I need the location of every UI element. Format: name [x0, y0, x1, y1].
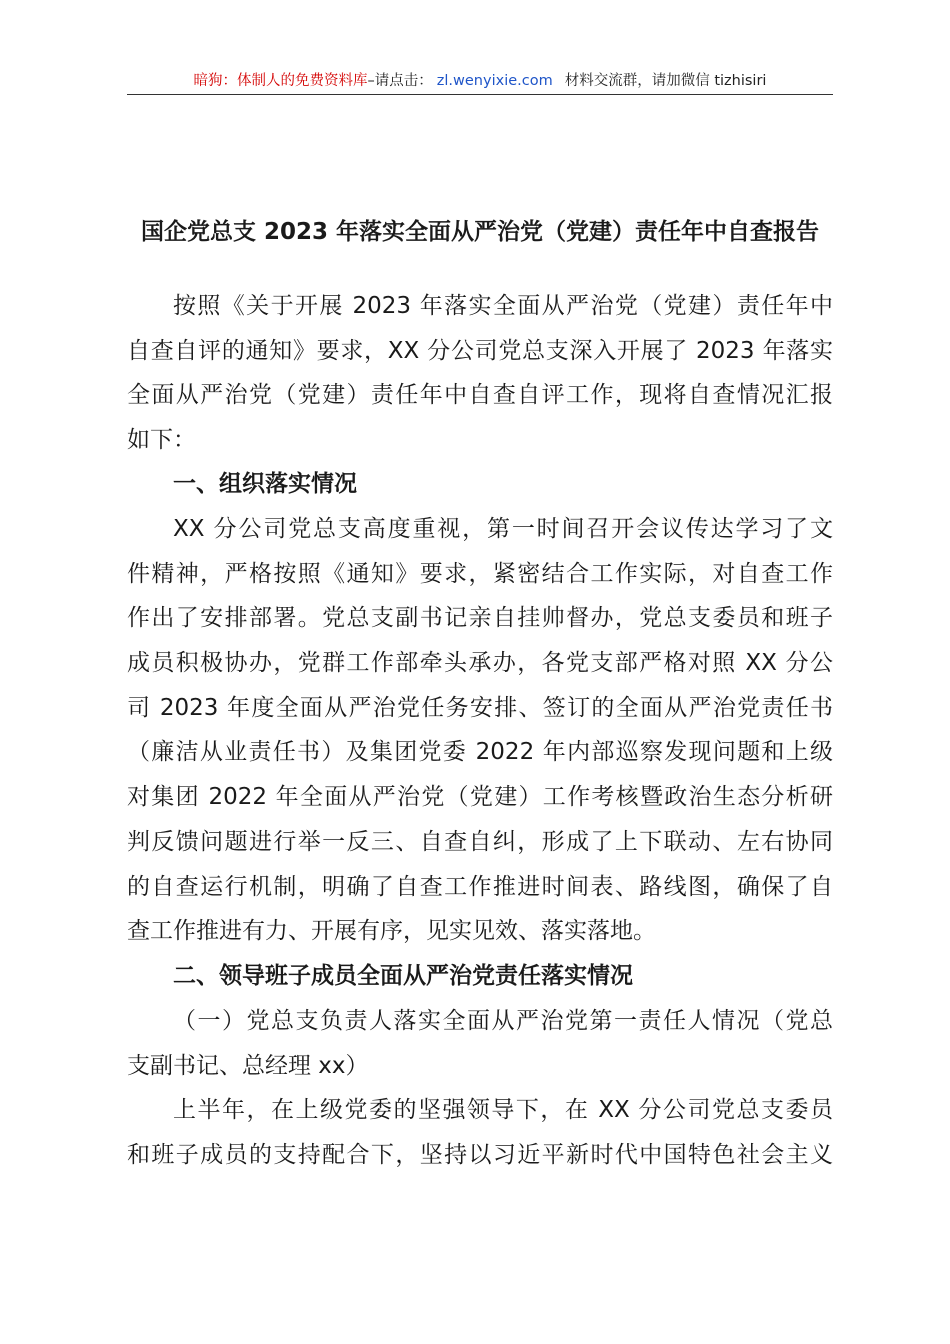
- intro-paragraph: [127, 284, 833, 463]
- section-1-heading: 一、组织落实情况: [173, 471, 357, 497]
- text-line: 按照《关于开展 2023 年落实全面从严治党（党建）责任年中: [173, 293, 833, 319]
- section-1-paragraph: [127, 507, 833, 954]
- text-line: 支副书记、总经理 xx）: [127, 1052, 369, 1079]
- text-line: （一）党总支负责人落实全面从严治党第一责任人情况（党总: [173, 1008, 833, 1034]
- document-title: 国企党总支 2023 年落实全面从严治党（党建）责任年中自查报告: [140, 219, 820, 245]
- header-group-info: 材料交流群，请加微信 tizhisiri: [564, 73, 767, 89]
- text-line: 件精神，严格按照《通知》要求，紧密结合工作实际，对自查工作: [127, 560, 833, 587]
- section-2-subheading-paragraph: [127, 999, 833, 1088]
- text-line: 作出了安排部署。党总支副书记亲自挂帅督办，党总支委员和班子: [127, 605, 833, 632]
- text-line: 的自查运行机制，明确了自查工作推进时间表、路线图，确保了自: [127, 873, 833, 900]
- page-header: [127, 68, 833, 95]
- text-line: （廉洁从业责任书）及集团党委 2022 年内部巡察发现问题和上级: [127, 739, 833, 766]
- text-line: XX 分公司党总支高度重视，第一时间召开会议传达学习了文: [173, 516, 833, 542]
- section-2-heading: 二、领导班子成员全面从严治党责任落实情况: [173, 963, 633, 989]
- text-line: 全面从严治党（党建）责任年中自查自评工作，现将自查情况汇报: [127, 382, 833, 409]
- text-line: 查工作推进有力、开展有序，见实见效、落实落地。: [127, 918, 656, 945]
- text-line: 和班子成员的支持配合下，坚持以习近平新时代中国特色社会主义: [127, 1141, 833, 1168]
- text-line: 如下：: [127, 427, 196, 454]
- text-line: 司 2023 年度全面从严治党任务安排、签订的全面从严治党责任书: [127, 694, 833, 721]
- header-link[interactable]: zl.wenyixie.com: [436, 73, 553, 89]
- section-2-body-paragraph: [127, 1088, 833, 1177]
- text-line: 判反馈问题进行举一反三、自查自纠，形成了上下联动、左右协同: [127, 828, 833, 855]
- header-prompt: –请点击：: [367, 73, 433, 89]
- header-site-name[interactable]: 暗狗：体制人的免费资料库: [193, 73, 368, 89]
- text-line: 自查自评的通知》要求，XX 分公司党总支深入开展了 2023 年落实: [127, 337, 833, 364]
- text-line: 对集团 2022 年全面从严治党（党建）工作考核暨政治生态分析研: [127, 784, 833, 811]
- text-line: 上半年，在上级党委的坚强领导下，在 XX 分公司党总支委员: [173, 1097, 833, 1123]
- text-line: 成员积极协办，党群工作部牵头承办，各党支部严格对照 XX 分公: [127, 650, 833, 677]
